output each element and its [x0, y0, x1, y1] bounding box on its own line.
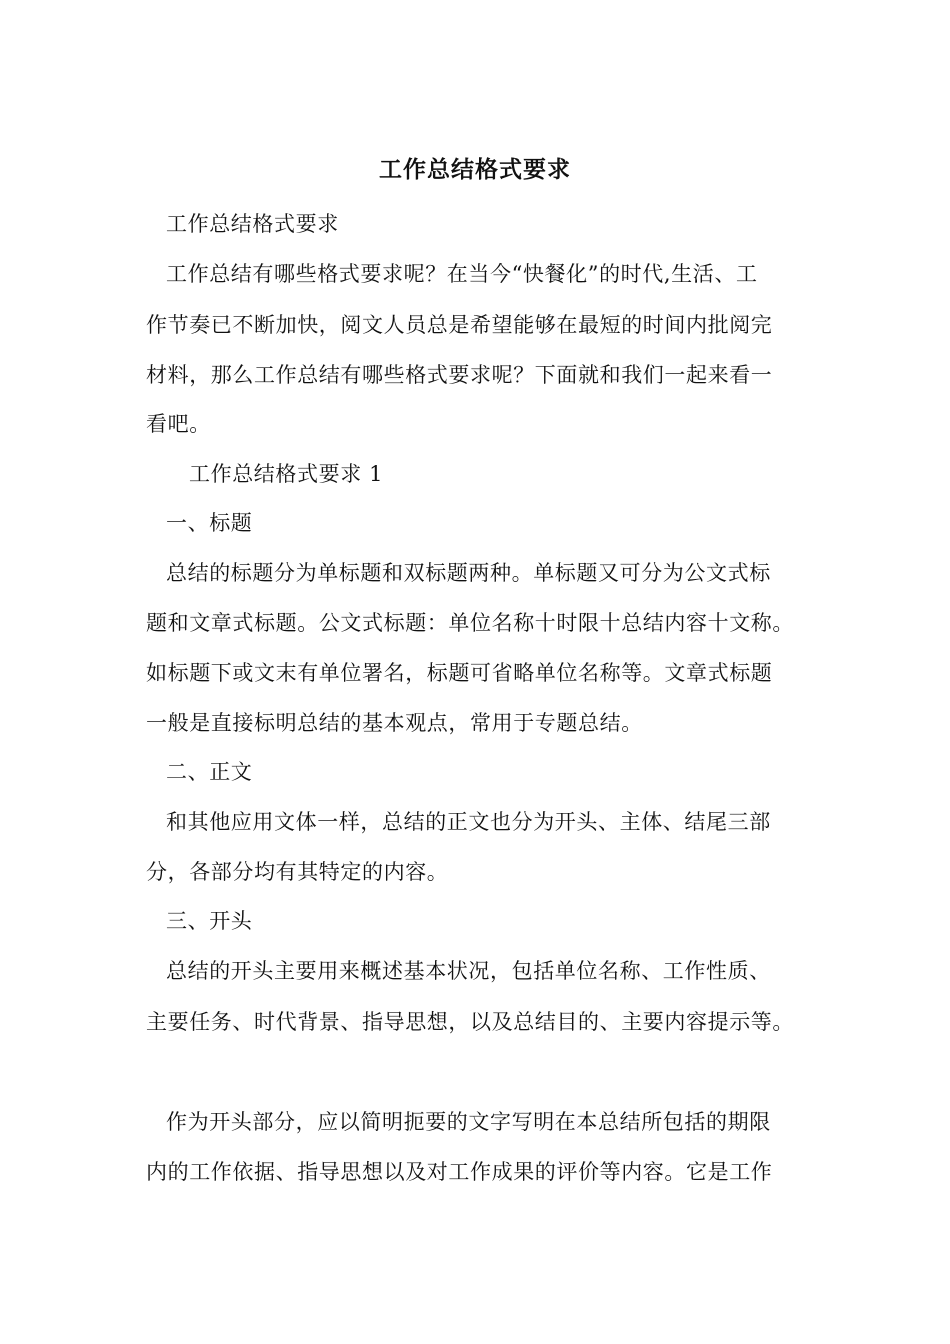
body-line: 总结的标题分为单标题和双标题两种。单标题又可分为公文式标	[166, 561, 771, 585]
body-line: 和其他应用文体一样，总结的正文也分为开头、主体、结尾三部	[166, 810, 771, 834]
body-line: 工作总结有哪些格式要求呢？在当今“快餐化”的时代,生活、工	[166, 262, 758, 286]
body-line: 分，各部分均有其特定的内容。	[146, 860, 449, 884]
body-line: 看吧。	[146, 412, 211, 436]
body-line: 作节奏已不断加快，阅文人员总是希望能够在最短的时间内批阅完	[146, 313, 773, 337]
section-heading: 工作总结格式要求 1	[189, 462, 384, 486]
body-line: 材料，那么工作总结有哪些格式要求呢？下面就和我们一起来看一	[146, 363, 773, 387]
body-line: 如标题下或文末有单位署名，标题可省略单位名称等。文章式标题	[146, 661, 773, 685]
body-line: 作为开头部分，应以简明扼要的文字写明在本总结所包括的期限	[166, 1110, 771, 1134]
body-line: 主要任务、时代背景、指导思想，以及总结目的、主要内容提示等。	[146, 1010, 794, 1034]
heading-body: 二、正文	[166, 760, 253, 784]
body-line: 内的工作依据、指导思想以及对工作成果的评价等内容。它是工作	[146, 1160, 773, 1184]
heading-opening: 三、开头	[166, 909, 253, 933]
body-line: 一般是直接标明总结的基本观点，常用于专题总结。	[146, 711, 643, 735]
document-title: 工作总结格式要求	[379, 156, 571, 183]
subtitle-line: 工作总结格式要求	[166, 212, 339, 236]
body-line: 总结的开头主要用来概述基本状况，包括单位名称、工作性质、	[166, 959, 771, 983]
heading-title: 一、标题	[166, 511, 253, 535]
body-line: 题和文章式标题。公文式标题：单位名称十时限十总结内容十文称。	[146, 611, 794, 635]
